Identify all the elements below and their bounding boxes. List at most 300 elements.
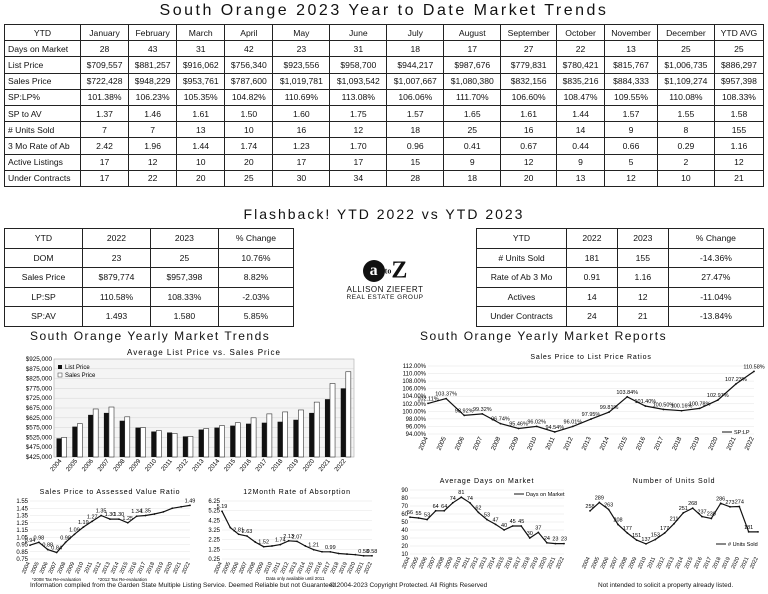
- row-label: List Price: [5, 57, 81, 73]
- table-row: [5, 170, 764, 186]
- legend-swatch-list: [58, 365, 62, 369]
- x-tick-label: 2021: [739, 556, 751, 570]
- table-cell: -11.04%: [668, 287, 763, 307]
- data-point: [699, 407, 701, 409]
- chart-title: Sales Price to List Price Ratios: [530, 354, 652, 361]
- table-cell: 1.96: [129, 138, 177, 154]
- table-cell: 25: [150, 248, 218, 268]
- row-label: 3 Mo Rate of Ab: [5, 138, 81, 154]
- data-label: 40: [501, 523, 508, 529]
- data-label: 2.81: [233, 527, 245, 534]
- data-label: 110.58%: [743, 364, 765, 371]
- data-point: [500, 423, 502, 425]
- data-label: 0.94: [24, 538, 36, 545]
- bar-list-price: [88, 415, 93, 457]
- x-tick-label: 2005: [221, 561, 233, 575]
- table-cell: 7: [81, 122, 129, 138]
- y-tick-label: 1.15: [16, 528, 28, 534]
- table-row: [5, 287, 294, 307]
- table-cell: $881,257: [129, 57, 177, 73]
- data-point: [371, 555, 373, 557]
- x-tick-label: 2014: [296, 561, 308, 575]
- data-point: [478, 512, 480, 514]
- data-point: [692, 507, 694, 509]
- x-tick-label: 2009: [627, 556, 639, 570]
- data-label: 23: [560, 536, 568, 543]
- data-label: 2.13: [283, 533, 295, 540]
- x-tick-label: 2015: [495, 556, 506, 570]
- data-point: [546, 542, 548, 544]
- table-cell: 25: [714, 41, 763, 57]
- data-label: 103.84%: [616, 389, 639, 396]
- data-label: 268: [688, 501, 698, 508]
- legend-label-list: List Price: [65, 365, 90, 371]
- table-cell: $722,428: [81, 73, 129, 89]
- page-title: South Orange 2023 Year to Date Market Trends: [159, 2, 609, 19]
- data-label: 96.02%: [527, 419, 546, 426]
- column-header: December: [657, 25, 714, 41]
- x-tick-label: 2021: [172, 561, 183, 575]
- data-label: 1.19: [77, 520, 89, 527]
- y-tick-label: 108.00%: [402, 379, 426, 386]
- days-on-market-chart: [392, 476, 572, 582]
- x-tick-label: 2019: [689, 435, 702, 452]
- data-label: 208: [613, 517, 623, 524]
- x-tick-label: 2010: [526, 435, 539, 452]
- table-row: [5, 105, 764, 121]
- x-tick-label: 2009: [254, 561, 266, 575]
- data-label: 100.50%: [652, 402, 675, 409]
- table-cell: 108.33%: [714, 89, 763, 105]
- x-tick-label: 2004: [213, 561, 224, 575]
- data-point: [47, 549, 49, 551]
- data-point: [682, 512, 684, 514]
- table-cell: 31: [177, 41, 225, 57]
- legend-label-sales: Sales Price: [65, 373, 96, 379]
- y-tick-label: $525,000: [25, 434, 52, 442]
- table-cell: 16: [273, 122, 330, 138]
- data-label: 100.16%: [670, 403, 693, 410]
- column-header: March: [177, 25, 225, 41]
- data-label: 0.99: [324, 544, 336, 551]
- table-cell: $1,019,781: [273, 73, 330, 89]
- column-header: January: [81, 25, 129, 41]
- table-cell: 1.57: [605, 105, 658, 121]
- table-cell: Actives: [477, 287, 567, 307]
- y-tick-label: 0.85: [16, 549, 28, 556]
- table-cell: 12: [714, 154, 763, 170]
- bar-list-price: [183, 436, 188, 457]
- table-cell: $780,421: [557, 57, 605, 73]
- table-cell: $815,767: [605, 57, 658, 73]
- data-point: [598, 502, 600, 504]
- x-tick-label: 2008: [489, 435, 503, 452]
- table-cell: -13.84%: [668, 307, 763, 327]
- x-tick-label: 2021: [546, 556, 558, 570]
- data-point: [189, 504, 191, 506]
- table-cell: 14: [557, 122, 605, 138]
- chart-note: Data only available until 2011: [266, 576, 325, 581]
- y-tick-label: 104.00%: [402, 394, 426, 401]
- y-tick-label: 0.95: [16, 542, 28, 549]
- y-tick-label: 1.55: [16, 499, 28, 505]
- data-label: 45: [509, 519, 516, 525]
- data-label: 0.88: [42, 542, 54, 549]
- chart-title: Average Days on Market: [439, 478, 535, 485]
- bar-sales-price: [283, 412, 288, 457]
- row-label: Active Listings: [5, 154, 81, 170]
- brand-subtitle: REAL ESTATE GROUP: [346, 293, 424, 301]
- table-cell: 12: [501, 154, 557, 170]
- table-cell: 106.23%: [129, 89, 177, 105]
- bar-sales-price: [204, 429, 209, 457]
- data-label: 95.46%: [509, 421, 528, 428]
- data-point: [29, 544, 31, 546]
- y-tick-label: 102.00%: [402, 401, 426, 408]
- x-tick-label: 2012: [92, 561, 103, 575]
- data-label: 1.27: [86, 514, 98, 521]
- y-tick-label: $475,000: [25, 444, 52, 452]
- bar-sales-price: [156, 431, 161, 457]
- table-cell: 1.61: [177, 105, 225, 121]
- footer-copyright: © 2004-2023 Copyright Protected. All Rights Reserved: [330, 582, 488, 589]
- data-point: [418, 517, 420, 519]
- x-tick-label: 2022: [743, 435, 756, 452]
- data-point: [463, 415, 465, 417]
- section-title-trends: South Orange Yearly Market Trends: [30, 329, 271, 343]
- table-row: [477, 268, 764, 288]
- bar-sales-price: [298, 410, 303, 457]
- x-tick-label: 2009: [65, 561, 77, 575]
- data-point: [100, 515, 102, 517]
- table-cell: 2023: [617, 229, 668, 249]
- x-tick-label: 2016: [503, 556, 515, 570]
- data-label: 1.49: [184, 498, 196, 505]
- x-tick-label: 2014: [206, 457, 222, 474]
- data-label: 274: [734, 499, 744, 506]
- data-point: [263, 546, 265, 548]
- x-tick-label: 2017: [652, 435, 666, 452]
- table-cell: 1.16: [617, 268, 668, 288]
- data-point: [246, 535, 248, 537]
- data-point: [608, 509, 610, 511]
- y-tick-label: 5.25: [208, 508, 220, 515]
- data-label: 211: [669, 516, 679, 523]
- flashback-title: Flashback! YTD 2022 vs YTD 2023: [243, 206, 525, 222]
- data-point: [518, 428, 520, 430]
- table-row: [5, 154, 764, 170]
- data-point: [38, 541, 40, 543]
- data-point: [279, 544, 281, 546]
- comparison-table-right: [476, 228, 764, 327]
- data-point: [753, 370, 755, 372]
- bar-sales-price: [172, 433, 177, 457]
- x-tick-label: 2010: [452, 556, 464, 570]
- data-label: 56: [406, 510, 414, 517]
- table-cell: 43: [129, 41, 177, 57]
- y-tick-label: 1.45: [16, 506, 28, 513]
- table-cell: Rate of Ab 3 Mo: [477, 268, 567, 288]
- table-cell: 20: [225, 154, 273, 170]
- table-cell: 13: [557, 170, 605, 186]
- column-header: July: [387, 25, 444, 41]
- table-cell: 34: [330, 170, 387, 186]
- column-header: August: [444, 25, 501, 41]
- y-tick-label: 70: [401, 504, 408, 510]
- data-label: 286: [716, 496, 726, 503]
- y-tick-label: 90: [401, 488, 408, 494]
- y-tick-label: 1.05: [16, 535, 28, 542]
- y-tick-label: 3.25: [208, 528, 220, 534]
- row-label: Under Contracts: [5, 170, 81, 186]
- table-cell: 22: [129, 170, 177, 186]
- x-tick-label: 2014: [486, 556, 498, 570]
- table-cell: $779,831: [501, 57, 557, 73]
- table-cell: 108.33%: [150, 287, 218, 307]
- x-tick-label: 2006: [453, 435, 467, 452]
- table-cell: 2022: [567, 229, 618, 249]
- data-label: 102.97%: [706, 393, 729, 400]
- data-point: [460, 496, 462, 498]
- x-tick-label: 2017: [702, 556, 714, 570]
- data-label: 258: [585, 503, 595, 510]
- table-cell: 9: [557, 154, 605, 170]
- table-cell: $1,093,542: [330, 73, 387, 89]
- table-cell: % Change: [668, 229, 763, 249]
- data-label: 289: [594, 495, 604, 502]
- data-label: 5.19: [216, 504, 228, 511]
- x-tick-label: 2008: [618, 556, 630, 570]
- x-tick-label: 2017: [321, 561, 333, 575]
- table-cell: 12: [617, 287, 668, 307]
- x-tick-label: 2004: [21, 561, 32, 575]
- x-tick-label: 2020: [707, 435, 720, 452]
- x-tick-label: 2019: [529, 556, 541, 570]
- absorption-rate-chart: [196, 487, 378, 583]
- column-header: May: [273, 25, 330, 41]
- bar-list-price: [246, 424, 251, 457]
- data-point: [313, 549, 315, 551]
- data-point: [512, 525, 514, 527]
- x-tick-label: 2012: [279, 561, 291, 575]
- y-tick-label: 1.25: [16, 520, 28, 527]
- table-header-row: [477, 229, 764, 249]
- bar-list-price: [230, 426, 235, 457]
- data-point: [338, 553, 340, 555]
- table-row: [5, 138, 764, 154]
- table-cell: 2022: [83, 229, 151, 249]
- chart-title: Sales Price to Assessed Value Ratio: [39, 489, 181, 496]
- data-point: [445, 398, 447, 400]
- data-label: 263: [604, 502, 614, 509]
- x-tick-label: 2007: [47, 561, 59, 575]
- data-label: 97.95%: [581, 412, 601, 419]
- data-point: [701, 516, 703, 518]
- data-point: [681, 410, 683, 412]
- table-cell: 105.35%: [177, 89, 225, 105]
- row-label: SP to AV: [5, 105, 81, 121]
- table-row: [5, 57, 764, 73]
- x-tick-label: 2010: [637, 556, 648, 570]
- table-cell: 1.65: [444, 105, 501, 121]
- y-tick-label: $675,000: [25, 405, 52, 412]
- table-cell: 12: [330, 122, 387, 138]
- data-point: [710, 518, 712, 520]
- data-point: [145, 515, 147, 517]
- x-tick-label: 2016: [634, 435, 648, 452]
- x-tick-label: 2020: [538, 556, 549, 570]
- data-label: 30: [526, 531, 533, 537]
- data-point: [757, 531, 759, 533]
- y-tick-label: $775,000: [25, 385, 52, 393]
- y-tick-label: $725,000: [25, 395, 52, 403]
- x-tick-label: 2005: [435, 435, 448, 452]
- data-point: [645, 543, 647, 545]
- x-tick-label: 2018: [329, 561, 341, 575]
- x-tick-label: 2007: [609, 556, 620, 570]
- table-cell: 155: [617, 248, 668, 268]
- table-cell: 10: [657, 170, 714, 186]
- x-tick-label: 2019: [721, 556, 732, 570]
- data-point: [554, 431, 556, 433]
- data-point: [717, 399, 719, 401]
- x-tick-label: 2017: [512, 556, 524, 570]
- bar-sales-price: [330, 384, 335, 458]
- table-cell: 9: [605, 122, 658, 138]
- data-point: [91, 520, 93, 522]
- x-tick-label: 2020: [730, 556, 742, 570]
- column-header: YTD: [5, 25, 81, 41]
- table-cell: $1,109,274: [657, 73, 714, 89]
- x-tick-label: 2014: [110, 561, 121, 575]
- units-sold-chart: [576, 476, 766, 582]
- bar-sales-price: [251, 418, 256, 457]
- data-point: [296, 541, 298, 543]
- table-cell: 28: [387, 170, 444, 186]
- column-header: September: [501, 25, 557, 41]
- table-cell: $1,006,735: [657, 57, 714, 73]
- data-label: 1.30: [104, 512, 116, 519]
- table-cell: 30: [273, 170, 330, 186]
- y-tick-label: 110.00%: [402, 371, 426, 378]
- y-tick-label: $875,000: [25, 365, 52, 373]
- table-cell: 106.06%: [387, 89, 444, 105]
- x-tick-label: 2022: [749, 556, 760, 570]
- x-tick-label: 2021: [317, 457, 332, 474]
- data-point: [720, 502, 722, 504]
- table-cell: 16: [501, 122, 557, 138]
- table-cell: $916,062: [177, 57, 225, 73]
- x-tick-label: 2006: [229, 561, 241, 575]
- table-cell: 108.47%: [557, 89, 605, 105]
- data-label: 0.98: [33, 535, 45, 542]
- table-row: [477, 307, 764, 327]
- bar-list-price: [151, 432, 156, 457]
- bar-sales-price: [219, 426, 224, 457]
- monthly-trends-table: [4, 24, 764, 187]
- x-tick-label: 2019: [285, 457, 301, 474]
- data-point: [221, 510, 223, 512]
- data-point: [729, 506, 731, 508]
- data-label: 53: [483, 512, 491, 519]
- table-cell: $1,007,667: [387, 73, 444, 89]
- table-cell: 21: [617, 307, 668, 327]
- data-label: 55: [415, 511, 422, 517]
- data-point: [673, 523, 675, 525]
- table-cell: 28: [81, 41, 129, 57]
- data-point: [229, 527, 231, 529]
- table-cell: $835,216: [557, 73, 605, 89]
- data-point: [486, 519, 488, 521]
- section-title-reports: South Orange Yearly Market Reports: [420, 329, 668, 343]
- x-tick-label: 2009: [443, 556, 455, 570]
- row-label: Sales Price: [5, 73, 81, 89]
- table-cell: 0.66: [605, 138, 658, 154]
- data-label: 102.11%: [417, 396, 439, 403]
- x-tick-label: 2015: [118, 561, 130, 575]
- data-label: 24: [543, 535, 550, 542]
- x-tick-label: 2018: [520, 556, 532, 570]
- table-cell: 1.57: [387, 105, 444, 121]
- y-tick-label: $925,000: [25, 356, 52, 363]
- data-point: [735, 383, 737, 385]
- x-tick-label: 2022: [363, 561, 374, 575]
- table-cell: SP:AV: [5, 307, 83, 327]
- data-label: 96.74%: [491, 416, 510, 423]
- table-cell: 25: [225, 170, 273, 186]
- bar-sales-price: [188, 436, 193, 457]
- data-point: [654, 539, 656, 541]
- brand-logo: a toZ ALLISON ZIEFERT REAL ESTATE GROUP: [340, 254, 430, 301]
- table-row: [5, 307, 294, 327]
- bar-list-price: [325, 399, 330, 457]
- data-point: [636, 539, 638, 541]
- x-tick-label: 2008: [435, 556, 447, 570]
- data-label: 181: [744, 524, 754, 531]
- data-point: [109, 518, 111, 520]
- data-point: [56, 552, 58, 554]
- table-cell: DOM: [5, 248, 83, 268]
- table-cell: 104.82%: [225, 89, 273, 105]
- data-point: [136, 515, 138, 517]
- y-tick-label: 98.00%: [405, 416, 426, 423]
- x-tick-label: 2018: [145, 561, 157, 575]
- table-cell: $953,761: [177, 73, 225, 89]
- table-cell: $756,340: [225, 57, 273, 73]
- data-label: 94.54%: [545, 424, 565, 431]
- table-cell: 24: [567, 307, 618, 327]
- table-cell: 14: [567, 287, 618, 307]
- comparison-table-left: [4, 228, 294, 327]
- table-cell: 0.67: [501, 138, 557, 154]
- data-label: 47: [492, 517, 499, 524]
- data-label: 237: [697, 509, 707, 516]
- x-tick-label: 2013: [478, 556, 489, 570]
- bar-sales-price: [314, 402, 319, 457]
- x-tick-label: 2015: [222, 457, 238, 474]
- table-cell: 2: [657, 154, 714, 170]
- bar-list-price: [262, 423, 267, 457]
- y-tick-label: 100.00%: [402, 409, 426, 416]
- table-cell: $958,700: [330, 57, 387, 73]
- data-point: [127, 522, 129, 524]
- x-tick-label: 2004: [401, 556, 412, 570]
- data-point: [271, 545, 273, 547]
- table-cell: 111.70%: [444, 89, 501, 105]
- table-cell: $957,398: [150, 268, 218, 288]
- data-point: [118, 518, 120, 520]
- data-label: 1.09: [69, 527, 80, 534]
